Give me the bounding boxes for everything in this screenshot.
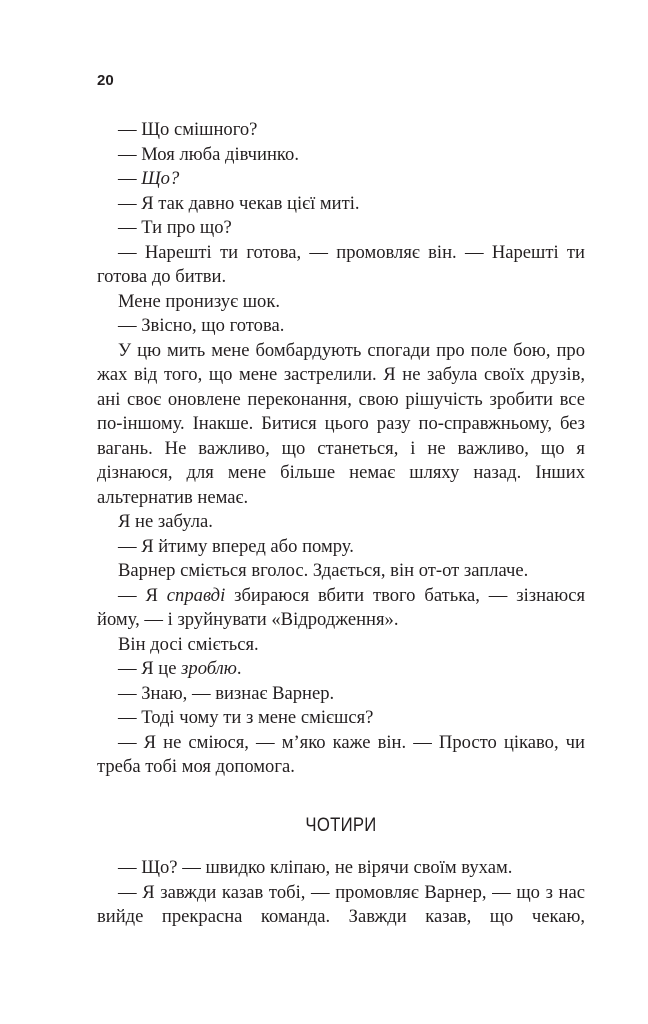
chapter-heading: ЧОТИРИ: [305, 815, 377, 836]
paragraph: [97, 881, 585, 930]
text-run: — Знаю, — визнає Варнер.: [118, 682, 335, 704]
paragraph: [97, 584, 585, 633]
text-block-main: [97, 118, 585, 780]
text-run: — Нарешті ти готова, — промовляє він. — Нарешті ти готова до битви.: [97, 241, 585, 287]
text-run: — Я так давно чекав цієї миті.: [118, 192, 360, 214]
text-run: .: [236, 658, 242, 679]
text-run: — Я завжди казав тобі, — промовляє Варнер, — що з нас вийде прекрасна команда. Завжди казав, що чекаю,: [97, 881, 585, 927]
paragraph: [97, 731, 585, 780]
paragraph: [97, 682, 585, 707]
paragraph: [97, 167, 585, 192]
paragraph: [97, 241, 585, 290]
paragraph: [97, 118, 585, 143]
italic-text: справді: [166, 584, 226, 606]
text-run: — Моя люба дівчинко.: [118, 143, 299, 165]
paragraph: [97, 314, 585, 339]
text-run: — Звісно, що готова.: [118, 315, 285, 336]
text-run: У цю мить мене бомбардують спогади про поле бою, про жах від того, що мене застрелили. Я не забула своїх друзів, ані своє оновлене переконання, свою рішучість зробити все по-іншому. Інакше. Битися цього разу по-справжньому, без вагань. Не важливо, що станеться, і не важливо, що я дізнаюся, для мене більше немає шляху назад. Інших альтернатив немає.: [97, 339, 585, 508]
text-run: — Тоді чому ти з мене смієшся?: [118, 707, 374, 728]
text-run: Він досі сміється.: [118, 633, 259, 655]
text-run: — Я йтиму вперед або помру.: [118, 535, 354, 557]
paragraph: [97, 856, 585, 881]
text-run: збираюся вбити твого батька, — зізнаюся йому, — і зруйнувати «Відродження».: [97, 584, 585, 630]
text-run: — Я це: [118, 658, 182, 679]
paragraph: [97, 216, 585, 241]
paragraph: [97, 143, 585, 168]
text-block-chapter-start: [97, 856, 585, 930]
text-run: Мене пронизує шок.: [118, 290, 281, 312]
paragraph: [97, 706, 585, 731]
paragraph: [97, 192, 585, 217]
text-run: —: [118, 168, 142, 189]
paragraph: [97, 290, 585, 315]
italic-text: Що?: [141, 168, 180, 189]
paragraph: [97, 559, 585, 584]
text-run: Я не забула.: [118, 511, 213, 532]
page-number: 20: [97, 72, 114, 89]
paragraph: [97, 510, 585, 535]
italic-text: зроблю: [181, 658, 237, 679]
text-run: — Що? — швидко кліпаю, не вірячи своїм вухам.: [118, 857, 513, 878]
paragraph: [97, 633, 585, 658]
paragraph: [97, 339, 585, 511]
text-run: — Що смішного?: [118, 119, 258, 140]
text-run: — Я: [118, 584, 167, 606]
paragraph: [97, 657, 585, 682]
text-run: Варнер сміється вголос. Здається, він от-от заплаче.: [118, 560, 529, 581]
text-run: — Ти про що?: [118, 217, 232, 238]
paragraph: [97, 535, 585, 560]
text-run: — Я не сміюся, — м’яко каже він. — Просто цікаво, чи треба тобі моя допомога.: [97, 731, 585, 777]
